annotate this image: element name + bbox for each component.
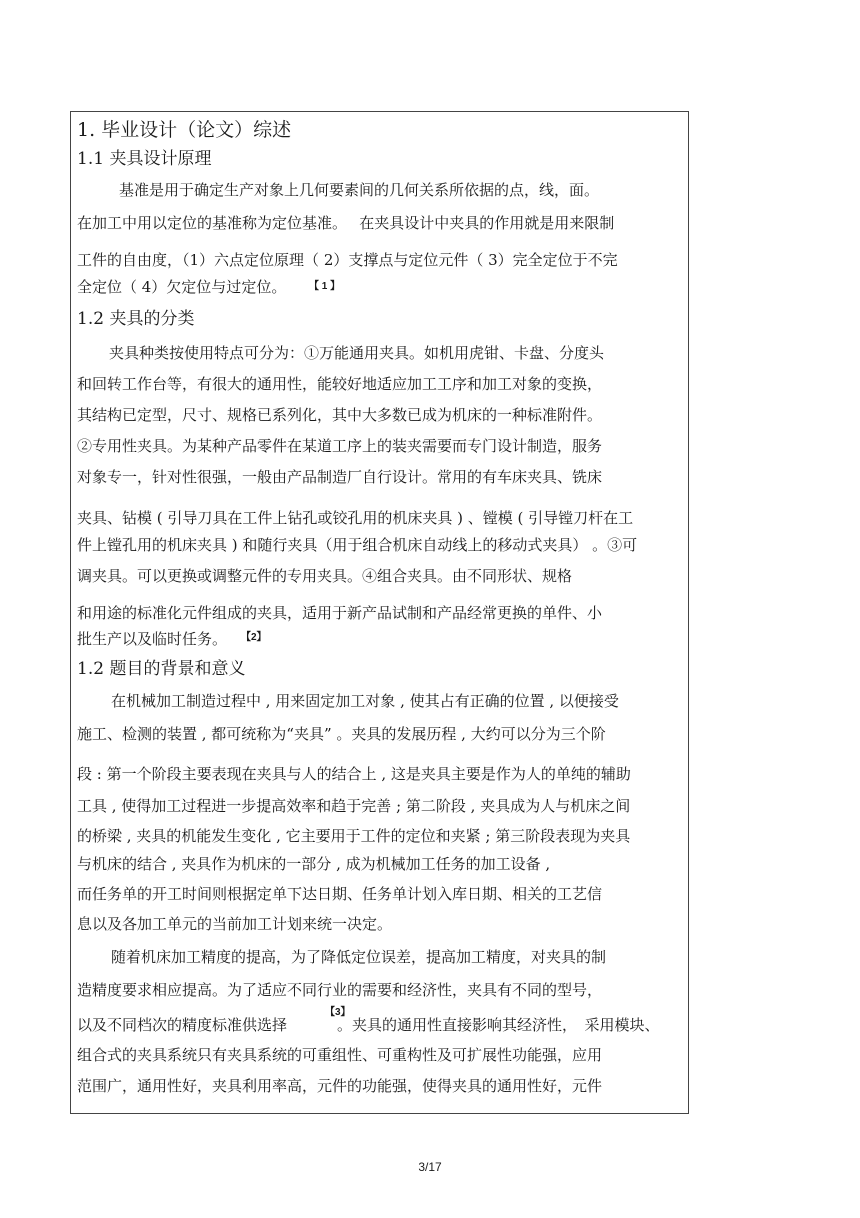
- section-heading-1: 1. 毕业设计（论文）综述: [77, 119, 292, 141]
- text-line: 的桥梁 , 夹具的机能发生变化 , 它主要用于工件的定位和夹紧 ; 第三阶段表现为夹具: [77, 827, 631, 845]
- page-number: 3/17: [418, 1160, 442, 1174]
- text-line: 在机械加工制造过程中 , 用来固定加工对象 , 使其占有正确的位置 , 以便接受: [111, 692, 619, 710]
- text-line: 而任务单的开工时间则根据定单下达日期、任务单计划入库日期、相关的工艺信: [77, 885, 603, 903]
- text-line: 和用途的标准化元件组成的夹具，适用于新产品试制和产品经常更换的单件、小: [77, 604, 603, 622]
- text-line: 范围广，通用性好，夹具利用率高，元件的功能强，使得夹具的通用性好，元件: [77, 1077, 603, 1095]
- text-line: 对象专一，针对性很强，一般由产品制造厂自行设计。常用的有车床夹具、铣床: [77, 468, 603, 486]
- text-line: 基准是用于确定生产对象上几何要素间的几何关系所依据的点，线，面。: [119, 181, 600, 199]
- text-line: 造精度要求相应提高。为了适应不同行业的需要和经济性，夹具有不同的型号，: [77, 981, 603, 999]
- subsection-heading-1-2: 1.2 夹具的分类: [77, 309, 195, 329]
- citation-1: 【 1 】: [309, 281, 341, 292]
- citation-3: 【3】: [325, 1007, 351, 1018]
- text-line: 。夹具的通用性直接影响其经济性， 采用模块、: [337, 1016, 660, 1034]
- text-line: 工件的自由度，（1）六点定位原理（ 2）支撑点与定位元件（ 3）完全定位于不完: [77, 251, 618, 269]
- text-line: 工具 , 使得加工过程进一步提高效率和趋于完善 ; 第二阶段 , 夹具成为人与机床之间: [77, 797, 631, 815]
- text-line: 组合式的夹具系统只有夹具系统的可重组性、可重构性及可扩展性功能强，应用: [77, 1046, 603, 1064]
- text-line: 全定位（ 4）欠定位与过定位。: [77, 278, 287, 296]
- text-line: 和回转工作台等，有很大的通用性，能较好地适应加工工序和加工对象的变换，: [77, 375, 603, 393]
- text-line: 调夹具。可以更换或调整元件的专用夹具。④组合夹具。由不同形状、规格: [77, 567, 573, 585]
- subsection-heading-1-2b: 1.2 题目的背景和意义: [77, 659, 246, 679]
- text-line: 随着机床加工精度的提高，为了降低定位误差，提高加工精度，对夹具的制: [111, 948, 607, 966]
- text-line: 在加工中用以定位的基准称为定位基准。 在夹具设计中夹具的作用就是用来限制: [77, 214, 615, 232]
- text-line: 息以及各加工单元的当前加工计划来统一决定。: [77, 915, 393, 933]
- text-line: 以及不同档次的精度标准供选择: [77, 1016, 288, 1034]
- text-line: 件上镗孔用的机床夹具 ) 和随行夹具（用于组合机床自动线上的移动式夹具） 。③可: [77, 536, 638, 554]
- text-line: 其结构已定型，尺寸、规格已系列化，其中大多数已成为机床的一种标准附件。: [77, 406, 603, 424]
- text-line: 批生产以及临时任务。: [77, 630, 228, 648]
- text-line: ②专用性夹具。为某种产品零件在某道工序上的装夹需要而专门设计制造，服务: [77, 437, 603, 455]
- text-line: 与机床的结合 , 夹具作为机床的一部分 , 成为机械加工任务的加工设备 ,: [77, 855, 551, 873]
- text-line: 施工、检测的装置 , 都可统称为“夹具” 。夹具的发展历程 , 大约可以分为三个阶: [77, 725, 606, 743]
- subsection-heading-1-1: 1.1 夹具设计原理: [77, 149, 212, 169]
- citation-2: 【2】: [241, 632, 267, 643]
- text-line: 夹具、钻模 ( 引导刀具在工件上钻孔或铰孔用的机床夹具 ) 、镗模 ( 引导镗刀杆在工: [77, 509, 634, 527]
- text-line: 夹具种类按使用特点可分为：①万能通用夹具。如机用虎钳、卡盘、分度头: [109, 344, 605, 362]
- text-line: 段 : 第一个阶段主要表现在夹具与人的结合上 , 这是夹具主要是作为人的单纯的辅助: [77, 765, 631, 783]
